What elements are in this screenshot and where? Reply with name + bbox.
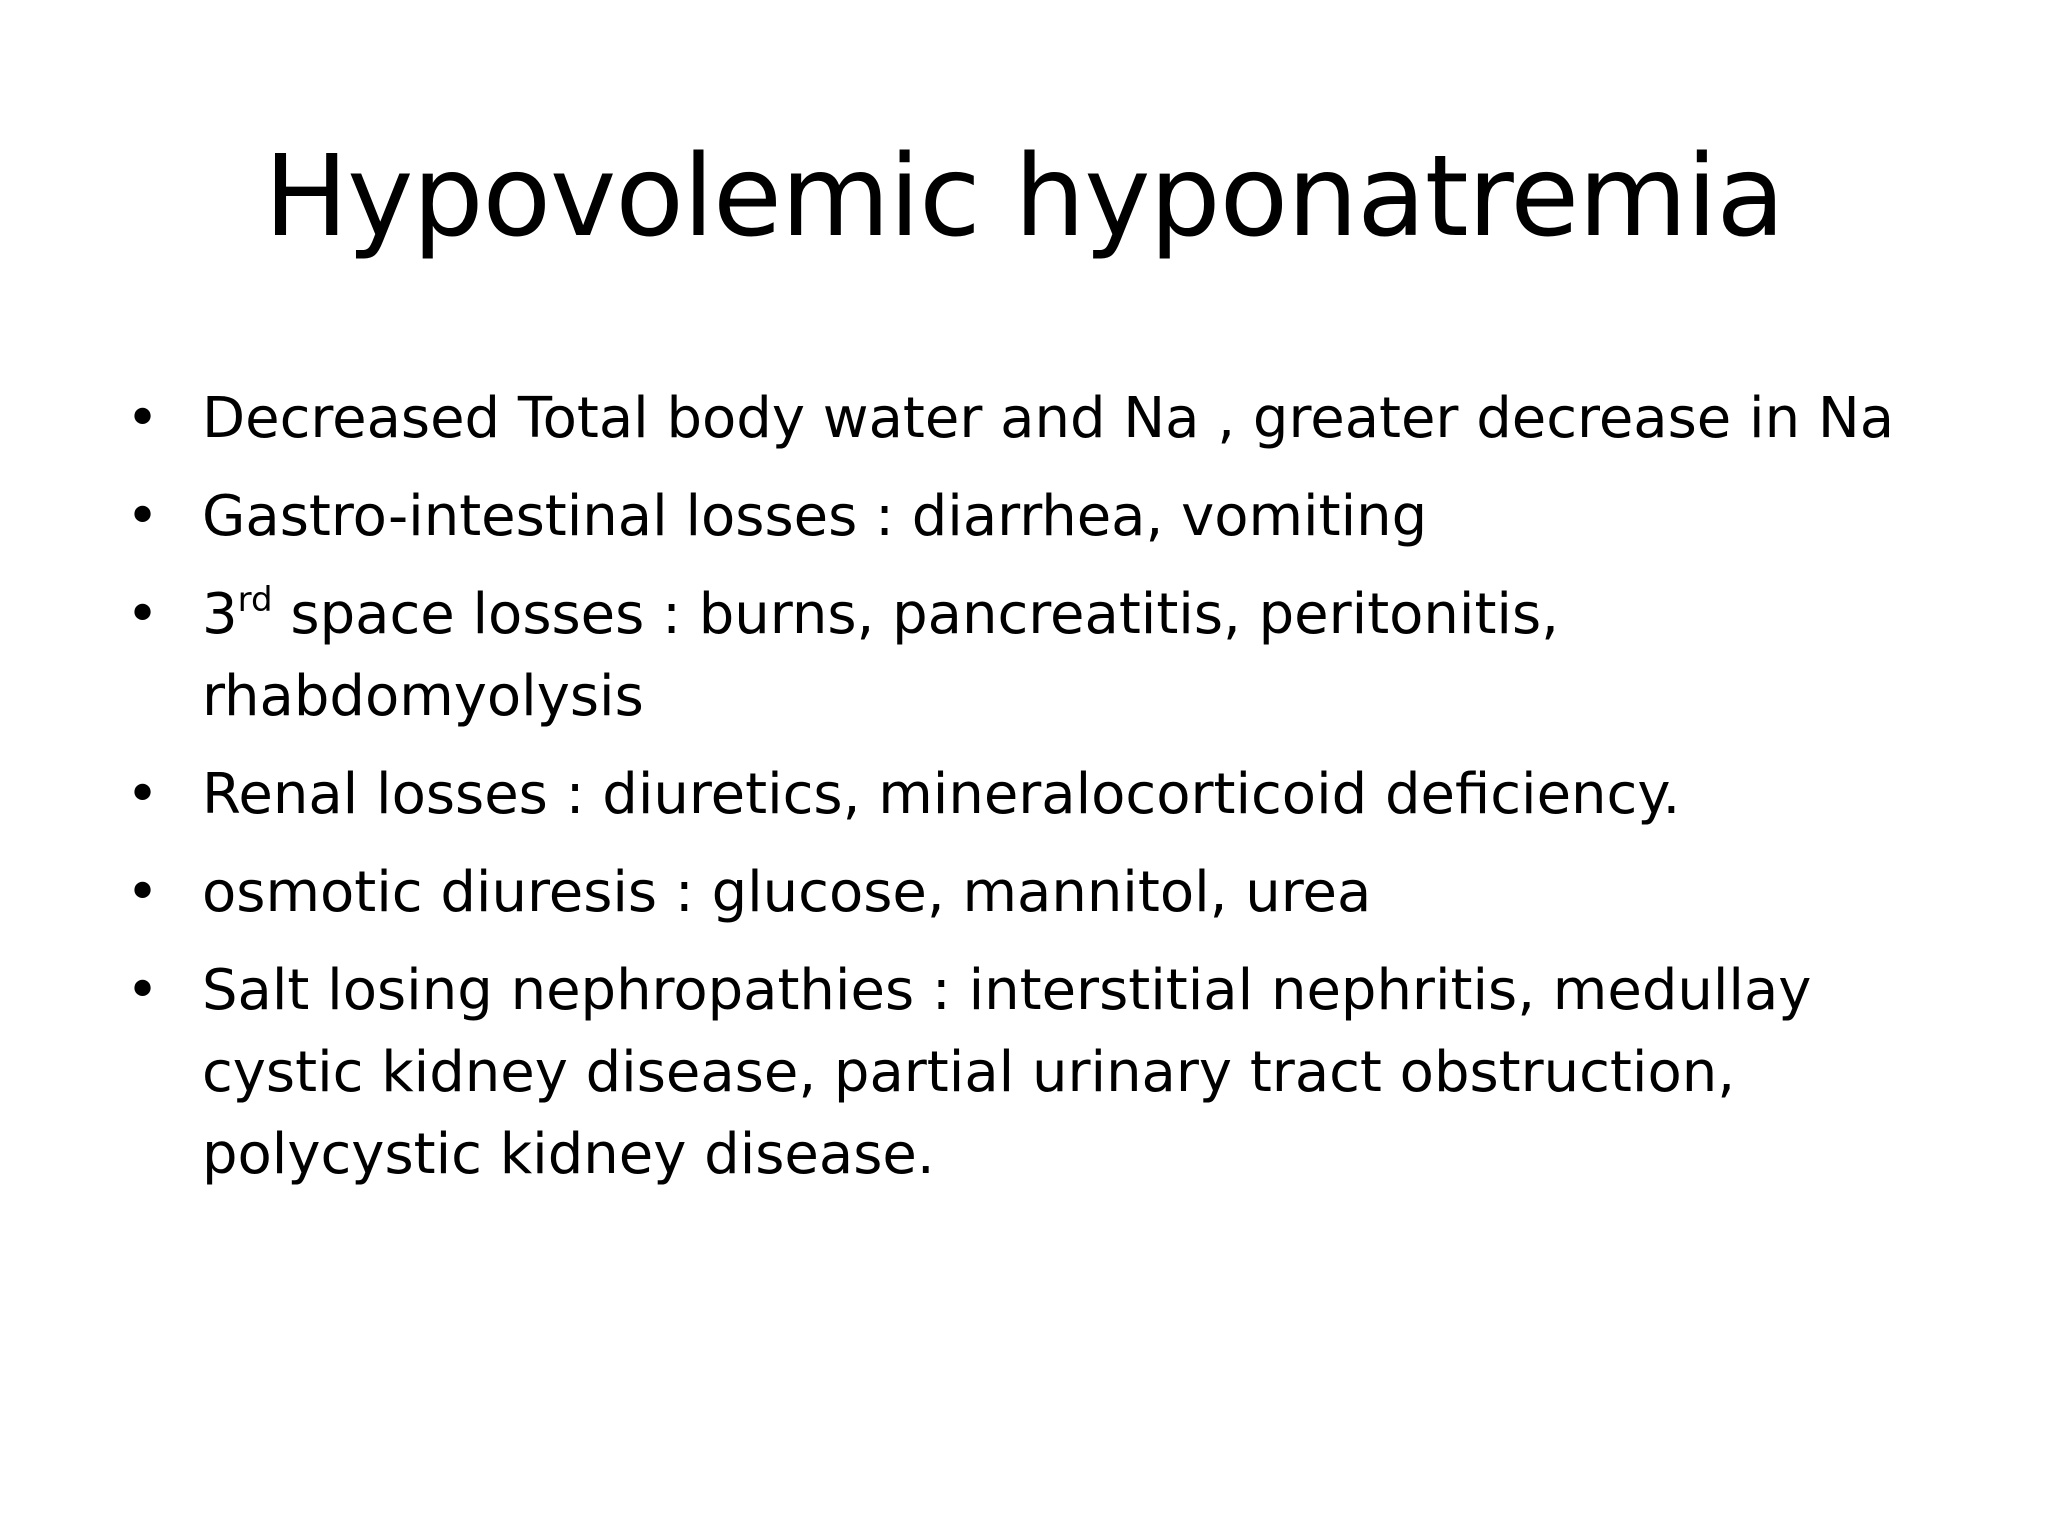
bullet-list <box>120 378 1920 1212</box>
list-item <box>120 378 1920 460</box>
list-item <box>120 574 1920 738</box>
bullet-text: Decreased Total body water and Na , greater decrease in Na <box>202 386 1895 451</box>
list-item <box>120 950 1920 1196</box>
list-item <box>120 852 1920 934</box>
bullet-ordinal-number: 3 <box>202 582 238 647</box>
bullet-icon: • <box>126 958 160 1023</box>
bullet-text: space losses : burns, pancreatitis, peritonitis, rhabdomyolysis <box>202 582 1559 729</box>
bullet-icon: • <box>126 860 160 925</box>
bullet-text: Gastro-intestinal losses : diarrhea, vomiting <box>202 484 1428 549</box>
bullet-ordinal-superscript: rd <box>237 580 273 620</box>
slide-title: Hypovolemic hyponatremia <box>263 132 1785 262</box>
bullet-text: Renal losses : diuretics, mineralocorticoid deficiency. <box>202 762 1681 827</box>
bullet-icon: • <box>126 582 160 647</box>
bullet-text: Salt losing nephropathies : interstitial nephritis, medullay cystic kidney disease, partial urinary tract obstruction, polycystic kidney disease. <box>202 958 1812 1187</box>
list-item <box>120 476 1920 558</box>
bullet-icon: • <box>126 386 160 451</box>
bullet-icon: • <box>126 484 160 549</box>
bullet-text: osmotic diuresis : glucose, mannitol, urea <box>202 860 1372 925</box>
list-item <box>120 754 1920 836</box>
bullet-icon: • <box>126 762 160 827</box>
